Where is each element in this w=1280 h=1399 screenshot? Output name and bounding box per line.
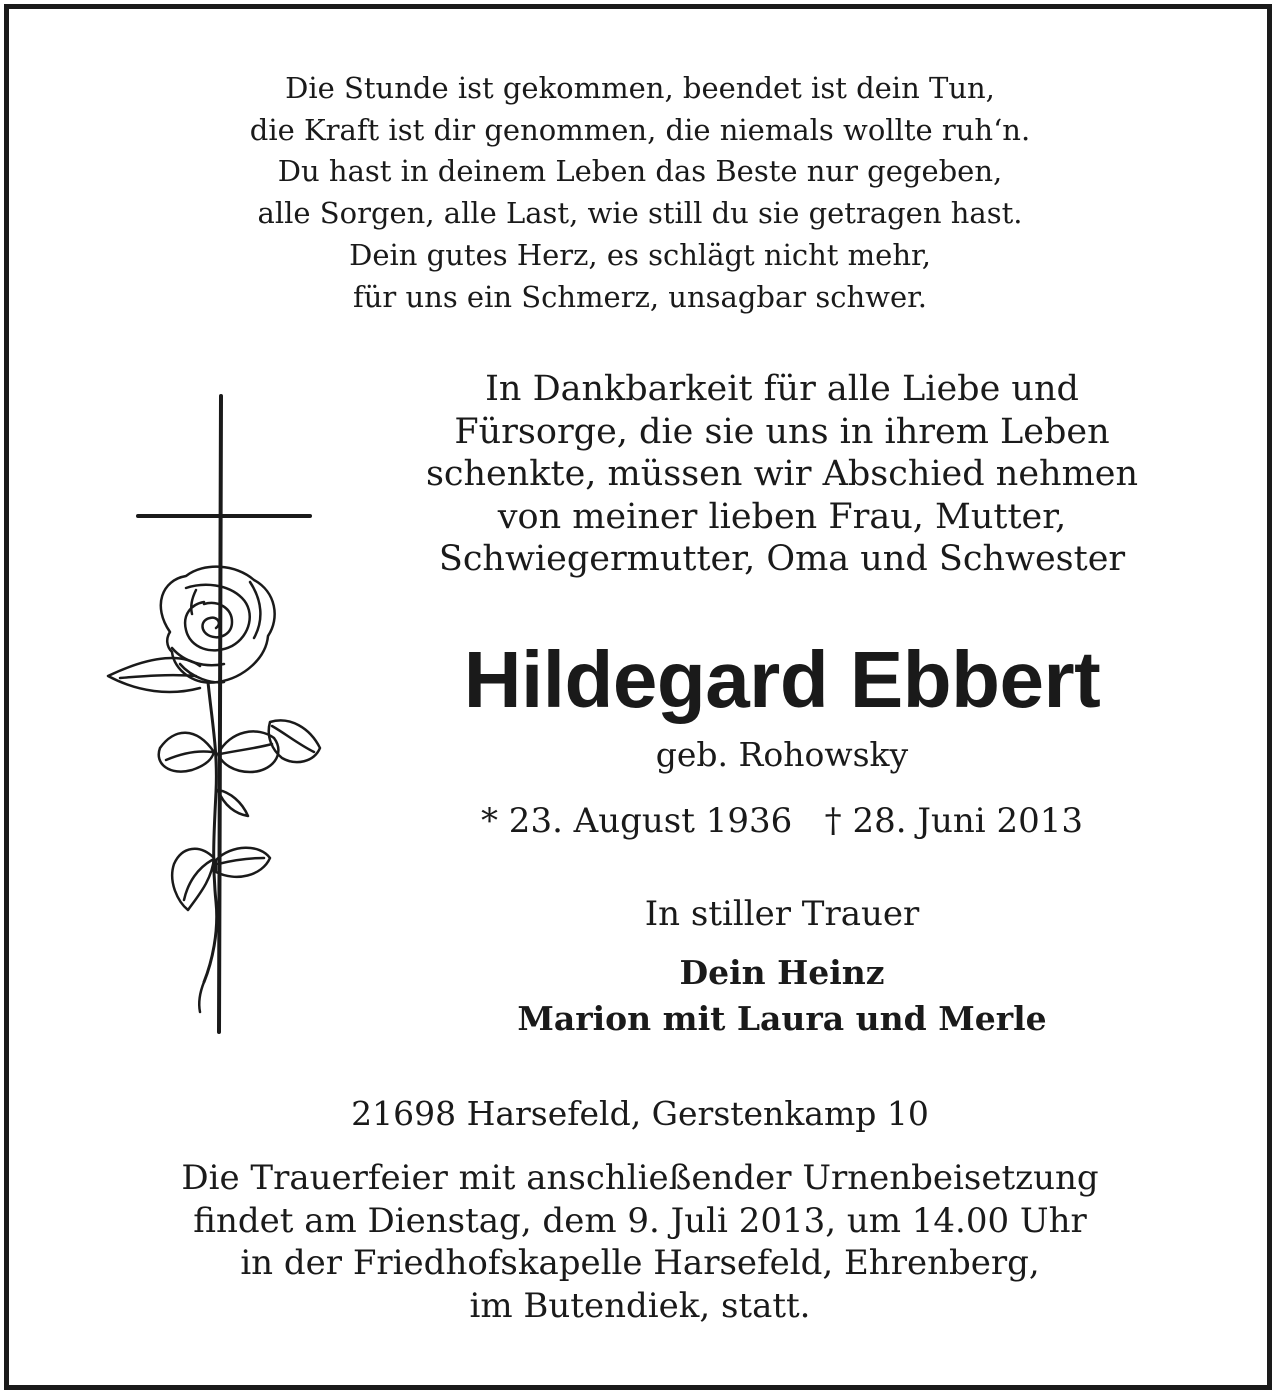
poem-line: Dein gutes Herz, es schlägt nicht mehr, bbox=[349, 237, 931, 272]
intro-line: Fürsorge, die sie uns in ihrem Leben bbox=[454, 411, 1110, 452]
service-line: im Butendiek, statt. bbox=[469, 1285, 811, 1326]
service-line: in der Friedhofskapelle Harsefeld, Ehrenberg, bbox=[240, 1243, 1040, 1283]
service-details bbox=[0, 1157, 1280, 1327]
intro-line: schenkte, müssen wir Abschied nehmen bbox=[425, 454, 1139, 494]
poem-line: für uns ein Schmerz, unsagbar schwer. bbox=[352, 279, 927, 314]
poem-line: Du hast in deinem Leben das Beste nur gegeben, bbox=[277, 154, 1003, 189]
family-address: 21698 Harsefeld, Gerstenkamp 10 bbox=[351, 1094, 929, 1133]
service-line: Die Trauerfeier mit anschließender Urnenbeisetzung bbox=[181, 1158, 1099, 1198]
deceased-name: Hildegard Ebbert bbox=[463, 635, 1101, 724]
mourners-list bbox=[362, 950, 1202, 1042]
mourning-phrase: In stiller Trauer bbox=[644, 894, 920, 934]
mourner-name: Marion mit Laura und Merle bbox=[517, 999, 1047, 1038]
intro-text bbox=[362, 368, 1202, 581]
life-dates: * 23. August 1936 † 28. Juni 2013 bbox=[481, 801, 1083, 841]
cross-vertical-beam bbox=[219, 396, 221, 1032]
poem-line: die Kraft ist dir genommen, die niemals wollte ruh‘n. bbox=[249, 112, 1031, 147]
intro-line: Schwiegermutter, Oma und Schwester bbox=[438, 539, 1126, 579]
intro-line: von meiner lieben Frau, Mutter, bbox=[497, 496, 1067, 537]
mourner-name: Dein Heinz bbox=[679, 953, 885, 992]
service-line: findet am Dienstag, dem 9. Juli 2013, um 14.00 Uhr bbox=[193, 1200, 1087, 1241]
poem-line: Die Stunde ist gekommen, beendet ist dein Tun, bbox=[285, 71, 995, 105]
intro-line: In Dankbarkeit für alle Liebe und bbox=[485, 369, 1079, 409]
poem bbox=[0, 68, 1280, 318]
cross-with-rose-icon bbox=[100, 392, 330, 1037]
poem-line: alle Sorgen, alle Last, wie still du sie getragen hast. bbox=[257, 196, 1023, 231]
maiden-name: geb. Rohowsky bbox=[655, 735, 909, 774]
